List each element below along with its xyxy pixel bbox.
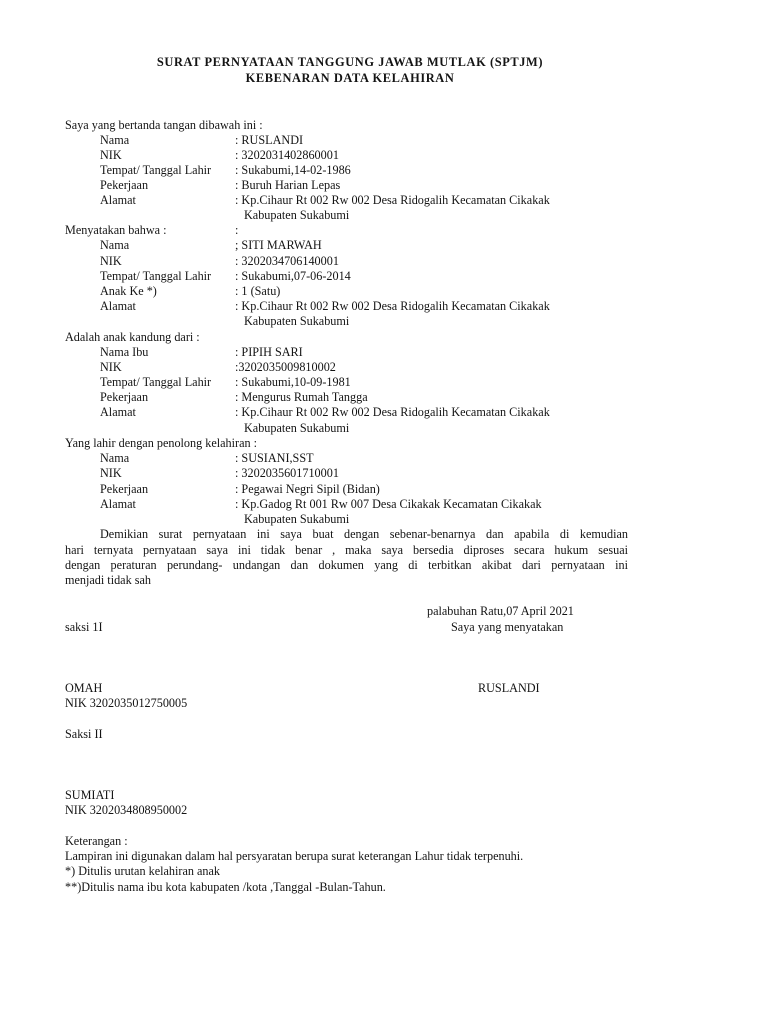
declarant-signature-name: RUSLANDI bbox=[478, 681, 540, 695]
mother-address-value: : Kp.Cihaur Rt 002 Rw 002 Desa Ridogalih Kecamatan Cikakak bbox=[235, 405, 550, 419]
declarant-address-label: Alamat bbox=[100, 193, 136, 207]
notes-heading: Keterangan : bbox=[65, 834, 128, 848]
mother-address-continued: Kabupaten Sukabumi bbox=[244, 421, 350, 435]
helper-nik-value: : 3202035601710001 bbox=[235, 466, 339, 480]
declarant-nik-value: : 3202031402860001 bbox=[235, 148, 339, 162]
child-name-label: Nama bbox=[100, 238, 130, 252]
witness-1-label: saksi 1I bbox=[65, 620, 103, 634]
helper-address-continued: Kabupaten Sukabumi bbox=[244, 512, 350, 526]
mother-name-value: : PIPIH SARI bbox=[235, 345, 303, 359]
child-nik-label: NIK bbox=[100, 254, 122, 268]
witness-2-name: SUMIATI bbox=[65, 788, 115, 802]
parent-heading: Adalah anak kandung dari : bbox=[65, 330, 200, 344]
witness-1-nik: NIK 3202035012750005 bbox=[65, 696, 188, 710]
mother-nik-label: NIK bbox=[100, 360, 122, 374]
helper-job-label: Pekerjaan bbox=[100, 482, 149, 496]
witness-1-name: OMAH bbox=[65, 681, 103, 695]
declarant-signature-label: Saya yang menyatakan bbox=[451, 620, 564, 634]
helper-address-label: Alamat bbox=[100, 497, 136, 511]
declarant-name-label: Nama bbox=[100, 133, 130, 147]
mother-name-label: Nama Ibu bbox=[100, 345, 149, 359]
declarant-address-continued: Kabupaten Sukabumi bbox=[244, 208, 350, 222]
declarant-nik-label: NIK bbox=[100, 148, 122, 162]
child-address-continued: Kabupaten Sukabumi bbox=[244, 314, 350, 328]
declarant-name-value: : RUSLANDI bbox=[235, 133, 304, 147]
mother-address-label: Alamat bbox=[100, 405, 136, 419]
child-order-label: Anak Ke *) bbox=[100, 284, 157, 298]
document-title-line-2: KEBENARAN DATA KELAHIRAN bbox=[245, 71, 455, 85]
statement-heading: Menyatakan bahwa : bbox=[65, 223, 167, 237]
witness-2-label: Saksi II bbox=[65, 727, 103, 741]
statement-heading-colon: : bbox=[235, 223, 239, 237]
helper-heading: Yang lahir dengan penolong kelahiran : bbox=[65, 436, 258, 450]
closing-line-4: menjadi tidak sah bbox=[65, 573, 151, 587]
helper-nik-label: NIK bbox=[100, 466, 122, 480]
mother-nik-value: :3202035009810002 bbox=[235, 360, 336, 374]
declarant-job-label: Pekerjaan bbox=[100, 178, 149, 192]
child-birth-label: Tempat/ Tanggal Lahir bbox=[100, 269, 212, 283]
place-date: palabuhan Ratu,07 April 2021 bbox=[427, 604, 574, 618]
notes-line-1: Lampiran ini digunakan dalam hal persyaratan berupa surat keterangan Lahur tidak terpenuhi. bbox=[65, 849, 524, 863]
child-address-label: Alamat bbox=[100, 299, 136, 313]
helper-address-value: : Kp.Gadog Rt 001 Rw 007 Desa Cikakak Kecamatan Cikakak bbox=[235, 497, 542, 511]
child-birth-value: : Sukabumi,07-06-2014 bbox=[235, 269, 351, 283]
closing-line-1: Demikian surat pernyataan ini saya buat dengan sebenar-benarnya dan apabila di kemudian bbox=[100, 527, 628, 541]
declarant-job-value: : Buruh Harian Lepas bbox=[235, 178, 341, 192]
child-order-value: : 1 (Satu) bbox=[235, 284, 281, 298]
notes-line-3: **)Ditulis nama ibu kota kabupaten /kota ,Tanggal -Bulan-Tahun. bbox=[65, 880, 386, 894]
child-nik-value: : 3202034706140001 bbox=[235, 254, 339, 268]
declarant-address-value: : Kp.Cihaur Rt 002 Rw 002 Desa Ridogalih Kecamatan Cikakak bbox=[235, 193, 550, 207]
declarant-birth-value: : Sukabumi,14-02-1986 bbox=[235, 163, 351, 177]
helper-name-label: Nama bbox=[100, 451, 130, 465]
helper-job-value: : Pegawai Negri Sipil (Bidan) bbox=[235, 482, 380, 496]
child-address-value: : Kp.Cihaur Rt 002 Rw 002 Desa Ridogalih Kecamatan Cikakak bbox=[235, 299, 550, 313]
mother-job-value: : Mengurus Rumah Tangga bbox=[235, 390, 368, 404]
mother-job-label: Pekerjaan bbox=[100, 390, 149, 404]
mother-birth-value: : Sukabumi,10-09-1981 bbox=[235, 375, 351, 389]
closing-line-3: dengan peraturan perundang- undangan dan dokumen yang di terbitkan akibat dari pernyataan ini bbox=[65, 558, 628, 572]
document-title-line-1: SURAT PERNYATAAN TANGGUNG JAWAB MUTLAK (SPTJM) bbox=[156, 55, 544, 69]
helper-name-value: : SUSIANI,SST bbox=[235, 451, 314, 465]
mother-birth-label: Tempat/ Tanggal Lahir bbox=[100, 375, 212, 389]
intro-text: Saya yang bertanda tangan dibawah ini : bbox=[65, 118, 263, 132]
notes-line-2: *) Ditulis urutan kelahiran anak bbox=[65, 864, 221, 878]
closing-line-2: hari ternyata pernyataan saya ini tidak benar , maka saya bersedia diproses secara hukum sesuai bbox=[65, 543, 628, 557]
witness-2-nik: NIK 3202034808950002 bbox=[65, 803, 188, 817]
declarant-birth-label: Tempat/ Tanggal Lahir bbox=[100, 163, 212, 177]
child-name-value: ; SITI MARWAH bbox=[235, 238, 322, 252]
